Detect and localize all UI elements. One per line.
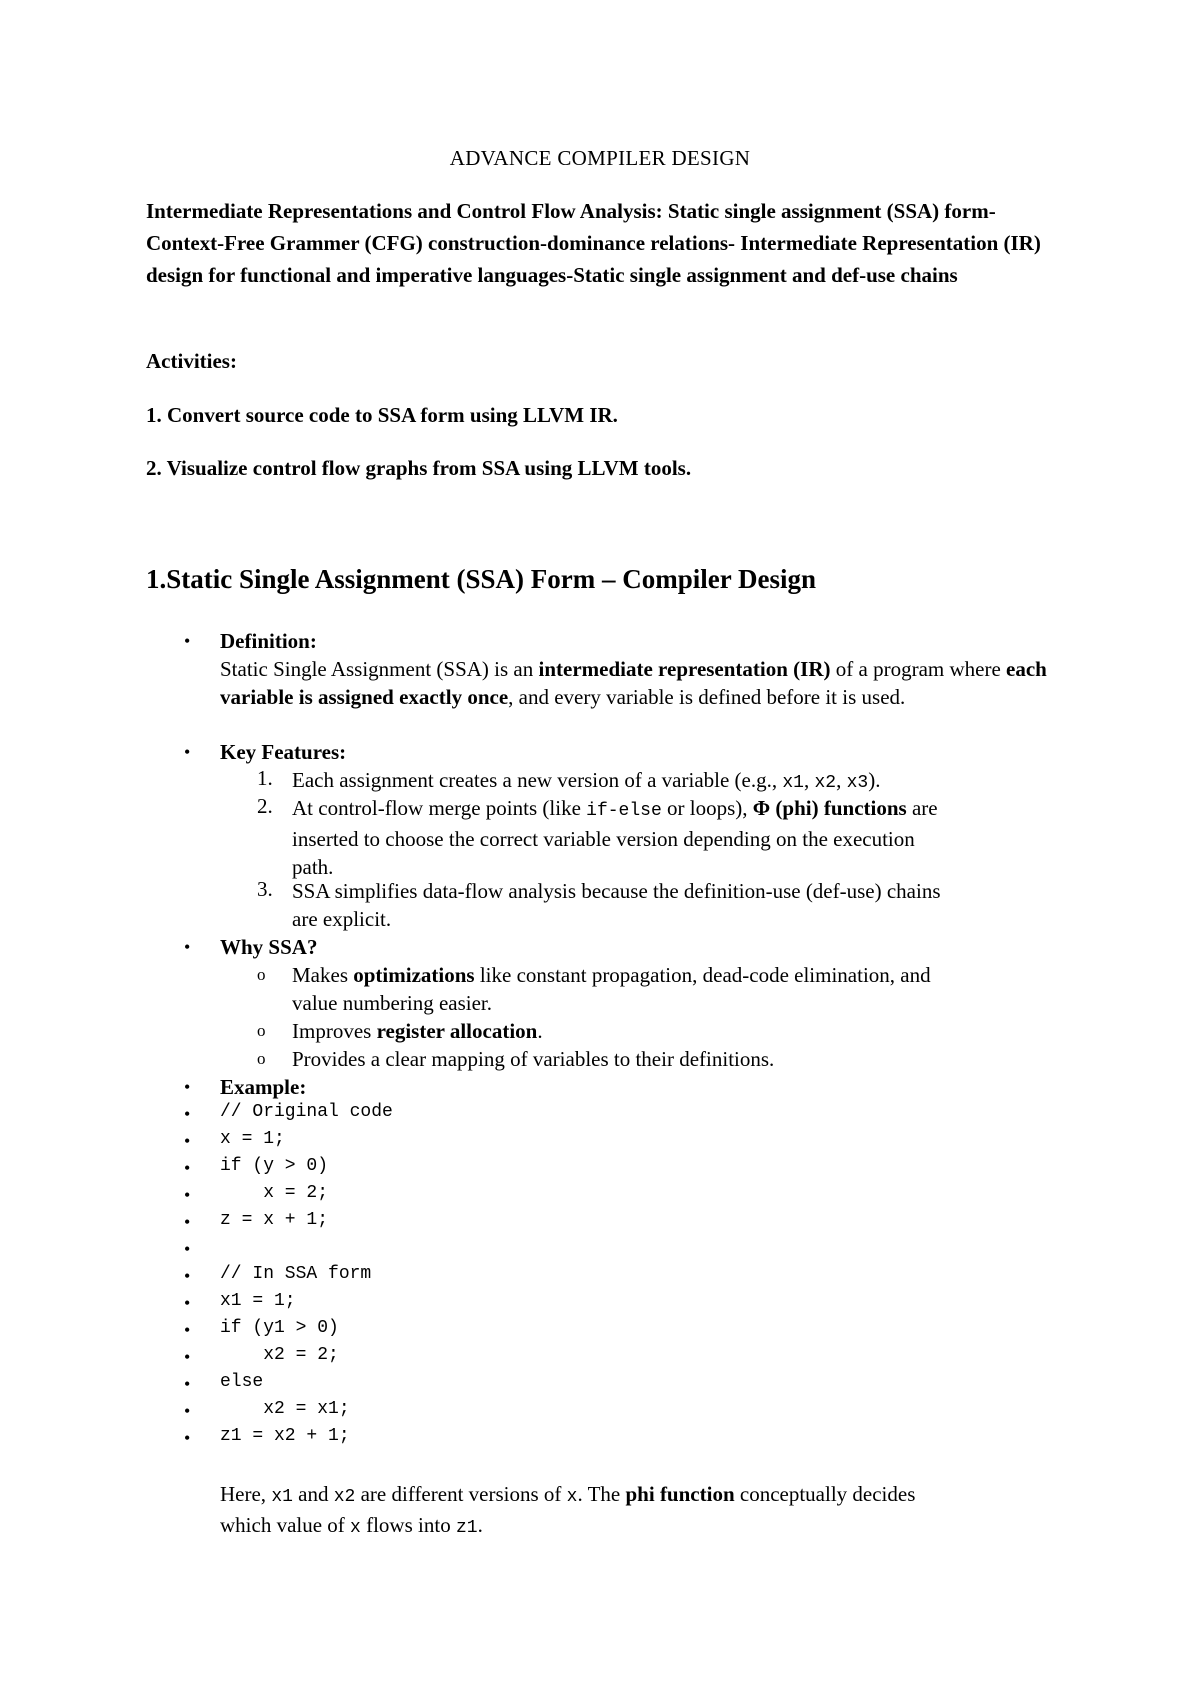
code-bullet: • bbox=[184, 1293, 191, 1313]
code-bullet: • bbox=[184, 1401, 191, 1421]
why-item-1: Makes optimizations like constant propagation, dead-code elimination, and value numbering easier. bbox=[292, 963, 931, 1015]
feature-number-3: 3. bbox=[257, 877, 273, 901]
phi-note: Here, x1 and x2 are different versions of x. The phi function conceptually decides which value of x flows into z1. bbox=[220, 1482, 916, 1538]
activities-heading: Activities: bbox=[146, 349, 237, 373]
code-line: z1 = x2 + 1; bbox=[220, 1426, 350, 1446]
feature-1: Each assignment creates a new version of a variable (e.g., x1, x2, x3). bbox=[292, 768, 881, 793]
code-line: z = x + 1; bbox=[220, 1210, 329, 1230]
code-line: // In SSA form bbox=[220, 1264, 372, 1284]
code-bullet: • bbox=[184, 1320, 191, 1340]
code-line: x = 2; bbox=[220, 1183, 329, 1203]
code-bullet: • bbox=[184, 1239, 191, 1259]
why-item-3: Provides a clear mapping of variables to their definitions. bbox=[292, 1047, 775, 1071]
code-bullet: • bbox=[184, 1104, 191, 1124]
code-bullet: • bbox=[184, 1131, 191, 1151]
code-line: x2 = 2; bbox=[220, 1345, 339, 1365]
code-line: else bbox=[220, 1372, 264, 1392]
why-item-2: Improves register allocation. bbox=[292, 1019, 543, 1043]
code-line: x1 = 1; bbox=[220, 1291, 296, 1311]
sub-bullet: o bbox=[257, 965, 266, 984]
example-label: Example: bbox=[220, 1075, 307, 1099]
section-heading: 1.Static Single Assignment (SSA) Form – Compiler Design bbox=[146, 564, 817, 594]
sub-bullet: o bbox=[257, 1021, 266, 1040]
code-bullet: • bbox=[184, 1185, 191, 1205]
feature-number-2: 2. bbox=[257, 794, 273, 818]
code-bullet: • bbox=[184, 1428, 191, 1448]
bullet-key-features: • bbox=[184, 742, 191, 762]
activity-item-2: 2. Visualize control flow graphs from SSA using LLVM tools. bbox=[146, 456, 692, 480]
code-line: // Original code bbox=[220, 1102, 393, 1122]
code-line: x2 = x1; bbox=[220, 1399, 350, 1419]
definition-label: Definition: bbox=[220, 629, 317, 653]
why-ssa-label: Why SSA? bbox=[220, 935, 318, 959]
sub-bullet: o bbox=[257, 1049, 266, 1068]
code-bullet: • bbox=[184, 1158, 191, 1178]
feature-2: At control-flow merge points (like if-else or loops), Φ (phi) functions are inserted to choose the correct variable version depending on the execution path. bbox=[292, 796, 938, 879]
feature-3: SSA simplifies data-flow analysis because the definition-use (def-use) chains are explicit. bbox=[292, 879, 941, 931]
feature-number-1: 1. bbox=[257, 766, 273, 790]
code-bullet: • bbox=[184, 1374, 191, 1394]
code-line: x = 1; bbox=[220, 1129, 285, 1149]
document-title: ADVANCE COMPILER DESIGN bbox=[449, 146, 751, 170]
definition-block: Definition: Static Single Assignment (SSA) is an intermediate representation (IR) of a program where each variable is assigned exactly once, and every variable is defined before it is used. bbox=[220, 629, 1047, 709]
code-line: if (y > 0) bbox=[220, 1156, 329, 1176]
code-bullet: • bbox=[184, 1266, 191, 1286]
code-bullet: • bbox=[184, 1347, 191, 1367]
activity-item-1: 1. Convert source code to SSA form using LLVM IR. bbox=[146, 403, 618, 427]
bullet-why-ssa: • bbox=[184, 937, 191, 957]
bullet-definition: • bbox=[184, 631, 191, 651]
code-bullet: • bbox=[184, 1212, 191, 1232]
key-features-label: Key Features: bbox=[220, 740, 347, 764]
bullet-example: • bbox=[184, 1077, 191, 1097]
syllabus-topics: Intermediate Representations and Control Flow Analysis: Static single assignment (SSA) form- Context-Free Grammer (CFG) construction-dominance relations- Intermediate Representation (IR) design for functional and imperative languages-Static single assignment and def-use chains bbox=[146, 199, 1041, 287]
code-line: if (y1 > 0) bbox=[220, 1318, 339, 1338]
